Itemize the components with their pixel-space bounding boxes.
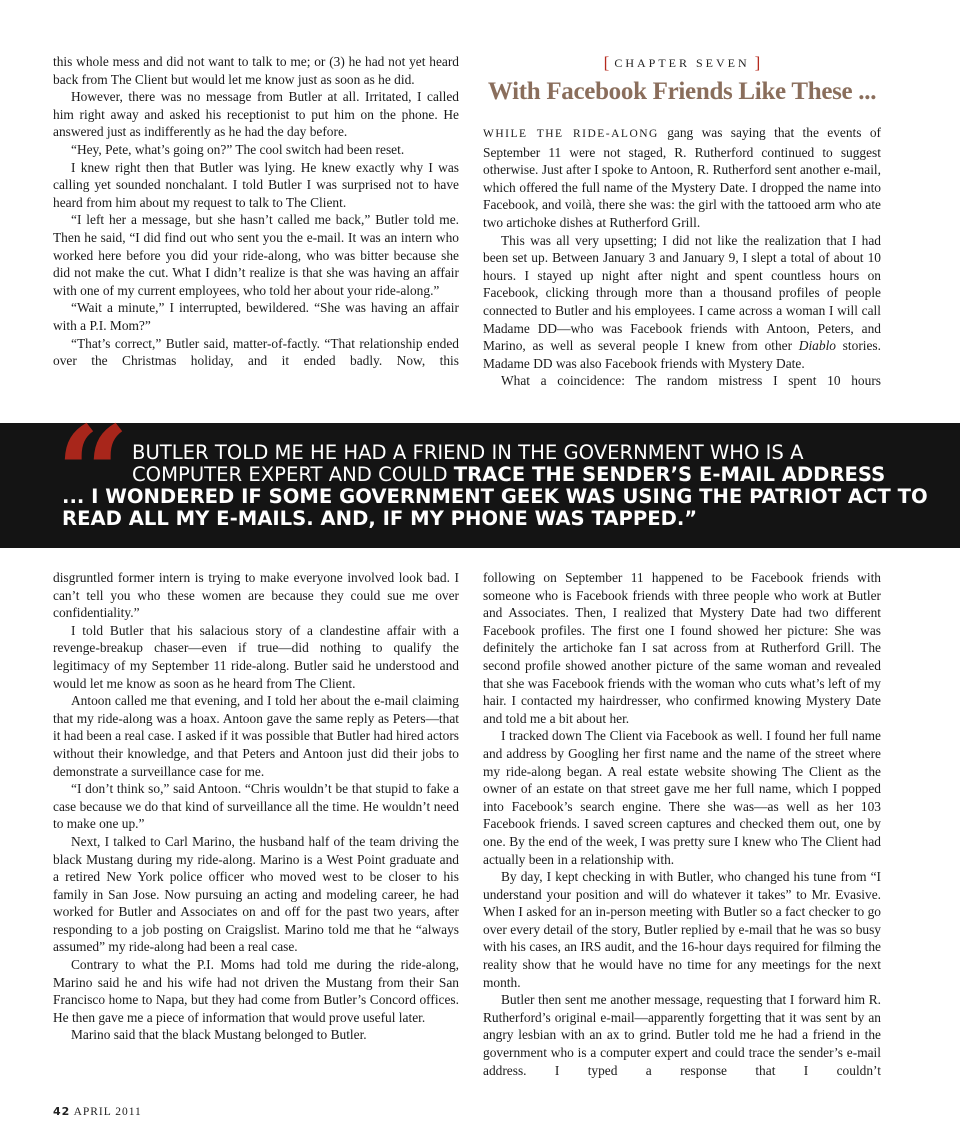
paragraph: this whole mess and did not want to talk to me; or (3) he had not yet heard back from The Client but would let me know just as soon as he did. [53, 54, 459, 87]
chapter-number: CHAPTER SEVEN [614, 56, 750, 70]
page-number: 42 [53, 1105, 71, 1118]
paragraph: “That’s correct,” Butler said, matter-of-factly. “That relationship ended over the Christmas holiday, and it ended badly. Now, this [53, 335, 459, 369]
paragraph: I knew right then that Butler was lying. He knew exactly why I was calling yet sounded nonchalant. I told Butler I was surprised not to have heard from him about my request to talk to The Client. [53, 159, 459, 210]
paragraph: “Hey, Pete, what’s going on?” The cool switch had been reset. [71, 141, 405, 157]
paragraph-text: stories. Madame DD was also Facebook friends with Mystery Date. [483, 338, 881, 371]
paragraph: Next, I talked to Carl Marino, the husband half of the team driving the black Mustang during my ride-along. Marino is a West Point graduate and a retired New York police officer who moved west to be closer to his family in San Jose. Now pursuing an acting and modeling career, he had worked for Butler and Associates on and off for the past two years, after responding to a job posting on Craigslist. Marino told me that he “always assumed” my ride-along had been a real case. [53, 833, 459, 955]
pull-quote-emphasis: TRACE THE SENDER’S E-MAIL ADDRESS [453, 463, 886, 486]
article-column-top-left [53, 53, 459, 370]
paragraph: Antoon called me that evening, and I told her about the e-mail claiming that my ride-along was a hoax. Antoon gave the same reply as Peters—that it had been a real case. I asked if it was possible that Butler had hired actors without their knowledge, and that Peters and Antoon just did their jobs to demonstrate a surveillance case for me. [53, 693, 459, 779]
paragraph: “I left her a message, but she hasn’t called me back,” Butler told me. Then he said, “I did find out who sent you the e-mail. It was an intern who worked here before you did your ride-along, who was bitter because she did not make the cut. What I didn’t realize is that she was having an affair with one of my current employees, who told her about your ride-along.” [53, 212, 459, 298]
paragraph: Butler then sent me another message, requesting that I forward him R. Rutherford’s original e-mail—apparently forgetting that it was sent by an angry lesbian with an ax to grind. Butler told me he had a friend in the government who is a computer expert and could trace the sender’s e-mail address. I typed a response that I couldn’t [483, 992, 881, 1078]
lead-paragraph-text: gang was saying that the events of September 11 were not staged, R. Rutherford continued to suggest otherwise. Just after I spoke to Antoon, R. Rutherford sent another e-mail, which offered the full name of the Mystery Date. I dropped the name into Facebook, and voilà, there she was: the girl with the tattooed arm who ate two artichoke dishes at Rutherford Grill. [483, 125, 881, 230]
pull-quote-line: BUTLER TOLD ME HE HAD A FRIEND IN THE GOVERNMENT WHO IS A [132, 441, 804, 464]
pull-quote [62, 441, 928, 530]
pull-quote-line: ... I WONDERED IF SOME GOVERNMENT GEEK WAS USING THE PATRIOT ACT TO [62, 485, 928, 508]
quote-mark-icon: “ [56, 399, 130, 549]
italic-publication-name: Diablo [798, 338, 836, 354]
page-folio [53, 1105, 142, 1118]
paragraph: I tracked down The Client via Facebook as well. I found her full name and address by Googling her first name and the name of the street where my ride-along began. A real estate website showing The Client as the owner of an estate on that street gave me her full name, which I popped into Facebook’s search engine. There she was—as well as her 103 Facebook friends. I saved screen captures and checked them out, one by one. By the end of the week, I was pretty sure I knew who The Client had actually been in a relationship with. [483, 728, 881, 867]
paragraph [483, 232, 881, 373]
chapter-label [483, 52, 881, 72]
pull-quote-text: COMPUTER EXPERT AND COULD [132, 463, 454, 486]
bracket-close: ] [754, 53, 761, 72]
paragraph: “Wait a minute,” I interrupted, bewildered. “She was having an affair with a P.I. Mom?” [53, 300, 459, 333]
paragraph: “I don’t think so,” said Antoon. “Chris wouldn’t be that stupid to fake a case because we do that kind of surveillance all the time. He wouldn’t need to make one up.” [53, 781, 459, 832]
paragraph: However, there was no message from Butler at all. Irritated, I called him right away and asked his receptionist to put him on the phone. He answered just as indifferently as he had the day before. [53, 89, 459, 140]
article-column-bottom-left [53, 569, 459, 1044]
paragraph: disgruntled former intern is trying to make everyone involved look bad. I can’t tell you who these women are because they could sue me over confidentiality.” [53, 570, 459, 621]
paragraph: By day, I kept checking in with Butler, who changed his tune from “I understand your position and will do whatever it takes” to Mr. Evasive. When I asked for an in-person meeting with Butler so a fact checker to go over every detail of the story, Butler replied by e-mail that he was so busy with his cases, an IRS audit, and the 16-hour days required for filming the reality show that he would have no time for any meetings for the next month. [483, 869, 881, 990]
article-column-bottom-right [483, 569, 881, 1079]
paragraph: Marino said that the black Mustang belonged to Butler. [71, 1027, 367, 1043]
pull-quote-line [62, 464, 902, 486]
chapter-title: With Facebook Friends Like These ... [487, 78, 877, 105]
paragraph: I told Butler that his salacious story of a clandestine affair with a revenge-breakup chaser—even if true—did nothing to qualify the legitimacy of my September 11 ride-along. Butler said he understood and would let me know as soon as he heard from The Client. [53, 622, 459, 691]
paragraph: Contrary to what the P.I. Moms had told me during the ride-along, Marino said he and his wife had not driven the Mustang from their San Francisco home to Napa, but they had come from Butler’s Concord offices. He then gave me a piece of information that would prove useful later. [53, 957, 459, 1025]
lead-in-smallcaps: WHILE THE RIDE-ALONG [483, 128, 659, 140]
lead-paragraph [483, 124, 881, 232]
paragraph: following on September 11 happened to be Facebook friends with someone who is Facebook friends with three people who work at Butler and Associates. Then, I realized that Mystery Date had two different Facebook profiles. The first one I found showed her picture: She was definitely the artichoke fan I sat across from at Rutherford Grill. The second profile showed another picture of the same woman and revealed that she was Facebook friends with the woman who cuts what’s left of my hair. I contacted my hairdresser, who confirmed knowing Mystery Date and told me a bit about her. [483, 570, 881, 726]
paragraph-text: other [764, 338, 799, 354]
article-column-top-right [483, 124, 881, 390]
paragraph-text: This was all very upsetting; I did not like the realization that I had been set up. Between January 3 and January 9, I slept a total of about 10 hours. I stayed up night after night and spent countless hours on Facebook, clicking through more than a thousand profiles of people connected to Butler and his employees. I came across a woman I will call Madame DD—who was Facebook friends with Antoon, Peters, and Marino, as well as several people I knew from [483, 232, 881, 354]
pull-quote-line: READ ALL MY E-MAILS. AND, IF MY PHONE WAS TAPPED.” [62, 507, 698, 530]
issue-date: APRIL 2011 [73, 1106, 142, 1118]
paragraph: What a coincidence: The random mistress I spent 10 hours [501, 373, 881, 389]
bracket-open: [ [603, 53, 610, 72]
